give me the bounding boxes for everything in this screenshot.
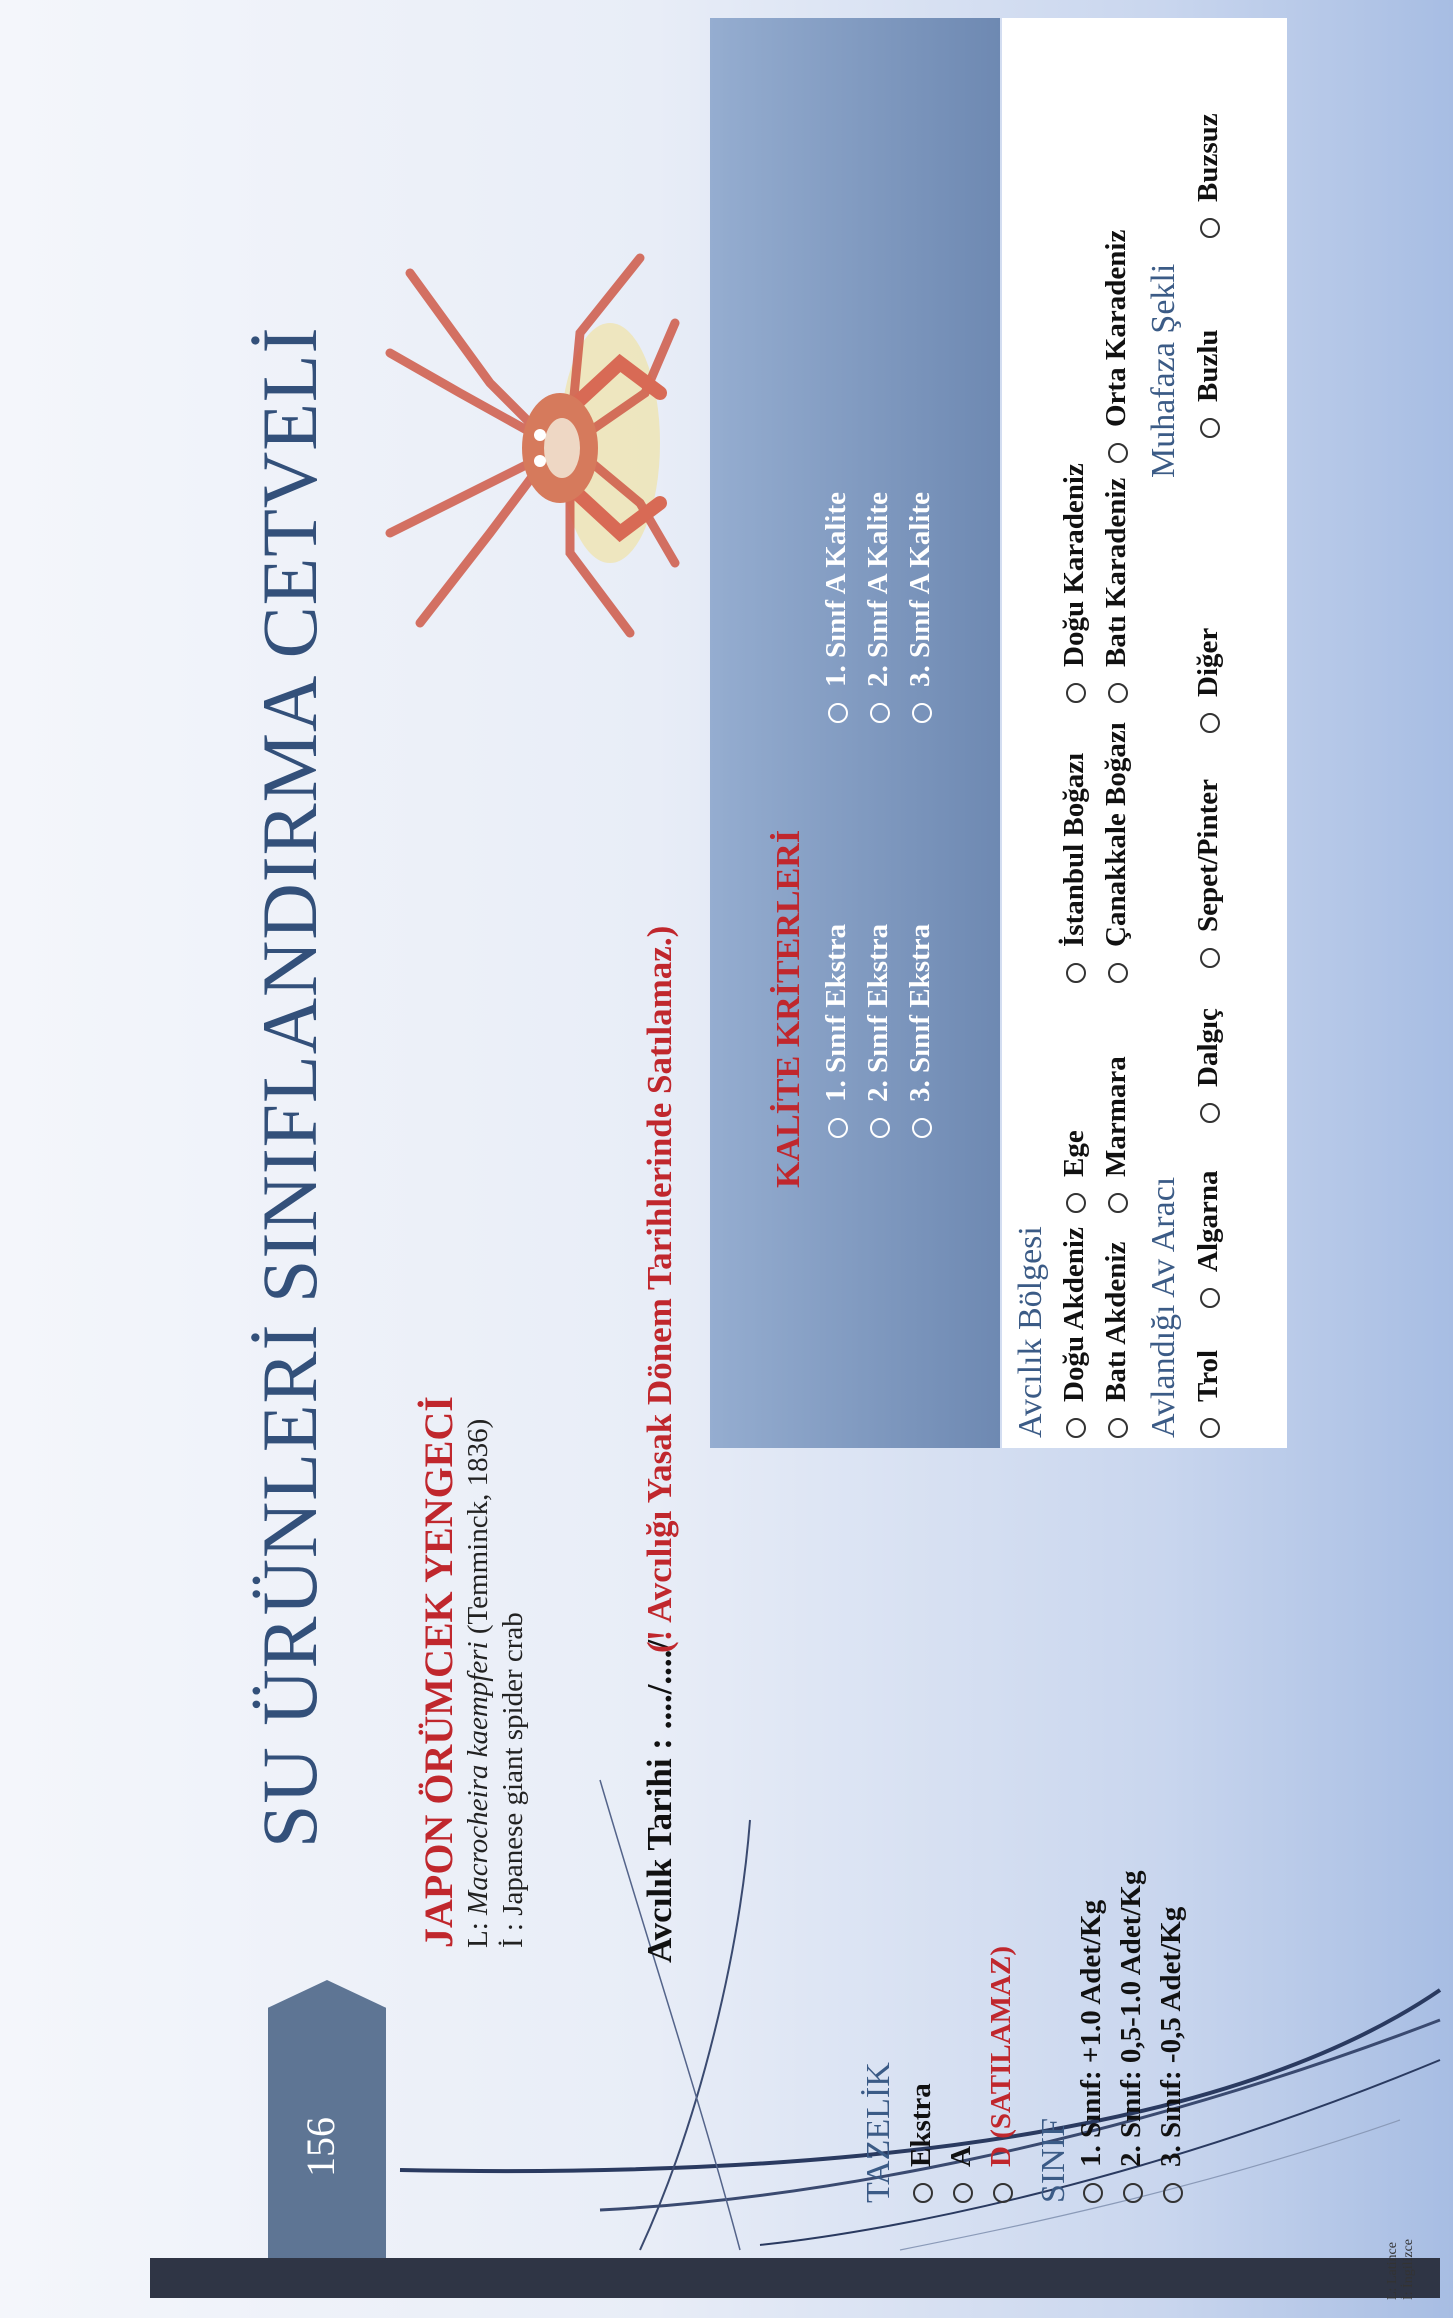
page-number: 156 [298, 2117, 343, 2177]
footer-notes [1385, 2239, 1417, 2300]
option-label: 1. Sınıf Ekstra [820, 923, 852, 1102]
quality-option-3-ekstra [904, 924, 937, 1138]
radio-circle-icon [993, 2183, 1013, 2203]
class-option-2 [1115, 1871, 1148, 2203]
option-label: Buzlu [1192, 329, 1224, 402]
quality-option-3-a [904, 492, 937, 723]
quality-option-1-ekstra [820, 924, 853, 1138]
gear-option-sepet-pinter [1192, 779, 1225, 968]
gear-heading: Avlandığı Av Aracı [1145, 1176, 1182, 1438]
english-name: İ : Japanese giant spider crab [497, 1612, 529, 1948]
radio-circle-icon [953, 2183, 973, 2203]
hunting-date-label: Avcılık Tarihi : ..../..../ [640, 1639, 679, 1963]
gear-option-diger [1192, 628, 1225, 733]
radio-circle-icon [1066, 1418, 1086, 1438]
radio-circle-icon [913, 2183, 933, 2203]
radio-circle-icon [1066, 683, 1086, 703]
preservation-option-buzlu [1192, 329, 1225, 438]
radio-circle-icon [1200, 1103, 1220, 1123]
option-label: Sepet/Pinter [1192, 778, 1224, 932]
radio-circle-icon [1066, 963, 1086, 983]
freshness-heading: TAZELİK [860, 2062, 897, 2203]
option-label: 2. Sınıf Ekstra [862, 923, 894, 1102]
radio-circle-icon [1200, 1418, 1220, 1438]
option-label: Batı Akdeniz [1100, 1241, 1132, 1402]
option-label: Marmara [1100, 1056, 1132, 1177]
latin-author: (Temminck, 1836) [462, 1418, 494, 1642]
option-label: A [945, 2146, 977, 2167]
option-label: Orta Karadeniz [1100, 229, 1132, 427]
radio-circle-icon [1083, 2183, 1103, 2203]
radio-circle-icon [1108, 683, 1128, 703]
latin-prefix: L: [462, 1914, 494, 1948]
region-heading: Avcılık Bölgesi [1012, 1226, 1049, 1438]
region-option-dogu-akdeniz [1058, 1227, 1091, 1438]
radio-circle-icon [828, 703, 848, 723]
region-option-istanbul-bogazi [1058, 753, 1091, 983]
quality-option-2-a [862, 492, 895, 723]
latin-name-line [462, 1419, 495, 1948]
hunting-date-warning: (! Avcılığı Yasak Dönem Tarihlerinde Satılamaz.) [640, 925, 679, 1653]
quality-option-1-a [820, 492, 853, 723]
radio-circle-icon [1163, 2183, 1183, 2203]
option-label: 3. Sınıf: -0,5 Adet/Kg [1155, 1906, 1187, 2167]
region-option-bati-akdeniz [1100, 1242, 1133, 1438]
radio-circle-icon [1108, 963, 1128, 983]
preservation-heading: Muhafaza Şekli [1145, 263, 1182, 478]
region-option-marmara [1100, 1056, 1133, 1213]
footer-note-english: İ: İngilizce [1401, 2238, 1416, 2300]
option-label: 3. Sınıf Ekstra [904, 923, 936, 1102]
gear-option-dalgic [1192, 1008, 1225, 1123]
region-option-dogu-karadeniz [1058, 463, 1091, 703]
radio-circle-icon [1108, 1193, 1128, 1213]
option-label: D (SATILAMAZ) [985, 1946, 1017, 2167]
class-heading: SINIF [1035, 2117, 1072, 2203]
quality-criteria-heading: KALİTE KRİTERLERİ [770, 829, 807, 1188]
option-label: Algarna [1192, 1170, 1224, 1272]
region-option-bati-karadeniz [1100, 478, 1133, 703]
radio-circle-icon [870, 1118, 890, 1138]
latin-name: Macrocheira kaempferi [462, 1641, 494, 1915]
option-label: 1. Sınıf: +1.0 Adet/Kg [1075, 1899, 1107, 2167]
option-label: 2. Sınıf A Kalite [862, 492, 894, 687]
spider-crab-illustration [380, 248, 680, 653]
footer-note-latin: L: Latince [1385, 2242, 1400, 2300]
radio-circle-icon [870, 703, 890, 723]
gear-option-trol [1192, 1350, 1225, 1438]
option-label: İstanbul Boğazı [1058, 752, 1090, 947]
quality-criteria-panel [710, 18, 1000, 1448]
quality-option-2-ekstra [862, 924, 895, 1138]
option-label: Çanakkale Boğazı [1100, 722, 1132, 947]
radio-circle-icon [912, 1118, 932, 1138]
region-option-ege [1058, 1130, 1091, 1213]
radio-circle-icon [1200, 1288, 1220, 1308]
option-label: Dalgıç [1192, 1008, 1224, 1087]
freshness-option-a [945, 2146, 978, 2203]
region-option-orta-karadeniz [1100, 230, 1133, 463]
preservation-option-buzsuz [1192, 113, 1225, 238]
option-label: Ege [1058, 1130, 1090, 1177]
radio-circle-icon [1066, 1193, 1086, 1213]
option-label: 3. Sınıf A Kalite [904, 492, 936, 687]
radio-circle-icon [1200, 218, 1220, 238]
freshness-option-ekstra [905, 2083, 938, 2203]
option-label: Trol [1192, 1349, 1224, 1402]
option-label: Doğu Karadeniz [1058, 463, 1090, 667]
region-option-canakkale-bogazi [1100, 722, 1133, 983]
radio-circle-icon [1108, 1418, 1128, 1438]
option-label: Buzsuz [1192, 113, 1224, 202]
class-option-3 [1155, 1907, 1188, 2203]
option-label: Diğer [1192, 627, 1224, 697]
radio-circle-icon [1200, 713, 1220, 733]
radio-circle-icon [912, 703, 932, 723]
radio-circle-icon [1200, 418, 1220, 438]
gear-option-algarna [1192, 1171, 1225, 1309]
freshness-option-d [985, 1946, 1018, 2203]
radio-circle-icon [1123, 2183, 1143, 2203]
option-label: Doğu Akdeniz [1058, 1227, 1090, 1402]
radio-circle-icon [828, 1118, 848, 1138]
option-label: Batı Karadeniz [1100, 477, 1132, 667]
option-label: 1. Sınıf A Kalite [820, 492, 852, 687]
radio-circle-icon [1200, 948, 1220, 968]
class-option-1 [1075, 1900, 1108, 2203]
radio-circle-icon [1108, 443, 1128, 463]
option-label: Ekstra [905, 2083, 937, 2167]
species-name: JAPON ÖRÜMCEK YENGECİ [416, 1396, 461, 1948]
option-label: 2. Sınıf: 0,5-1.0 Adet/Kg [1115, 1870, 1147, 2167]
page-title: SU ÜRÜNLERİ SINIFLANDIRMA CETVELİ [246, 326, 333, 1848]
